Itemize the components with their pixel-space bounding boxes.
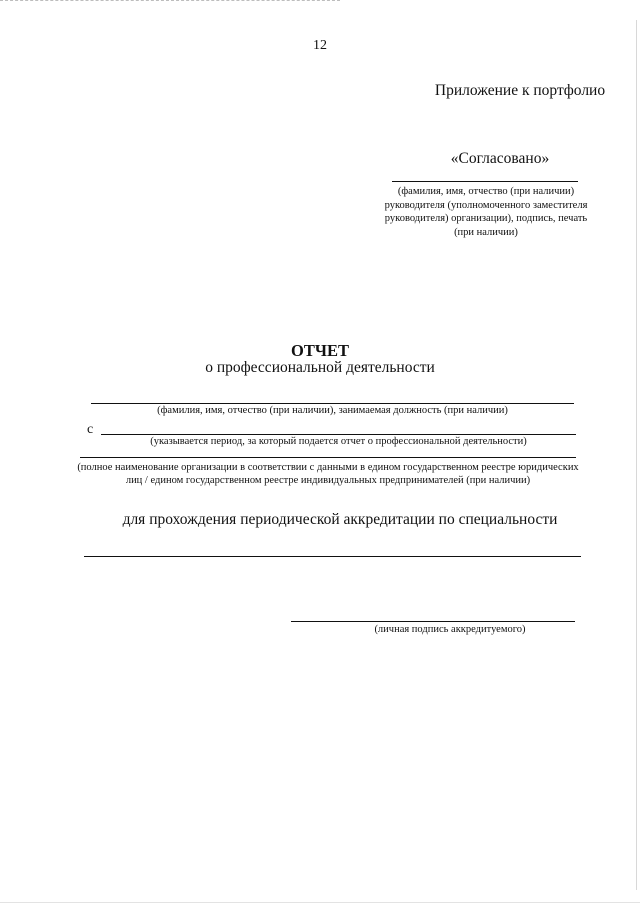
approver-caption-line: (фамилия, имя, отчество (при наличии) [397,186,575,197]
appendix-heading: Приложение к портфолио [434,82,606,99]
approver-caption-line: руководителя (уполномоченного заместителя [384,199,588,211]
specialty-line [84,556,581,557]
personal-signature-line [291,621,575,622]
personal-signature-caption: (личная подпись аккредитуемого) [374,624,526,635]
organization-caption-line: (полное наименование организации в соответствии с данными в едином государственном реестре юридических [77,462,579,473]
scan-edge-right [636,20,637,890]
period-line [101,434,576,435]
approver-signature-line [392,181,578,182]
organization-caption [60,461,596,487]
approver-caption-line: (при наличии) [454,226,518,238]
period-caption: (указывается период, за который подается отчет о профессиональной деятельности) [150,436,527,447]
scan-edge-bottom [0,902,640,903]
name-position-caption: (фамилия, имя, отчество (при наличии), занимаемая должность (при наличии) [157,405,508,416]
approver-caption-line: руководителя) организации), подпись, печать [384,213,588,224]
approval-heading: «Согласовано» [450,150,550,167]
period-prefix: с [87,422,94,437]
report-subtitle: о профессиональной деятельности [205,359,435,376]
scan-edge-top [0,0,340,1]
organization-line [80,457,576,458]
accreditation-statement: для прохождения периодической аккредитации по специальности [122,511,558,528]
approver-caption [382,185,590,239]
organization-caption-line: лиц / едином государственном реестре индивидуальных предпринимателей (при наличии) [125,475,531,486]
name-position-line [91,403,574,404]
page-number: 12 [313,38,327,53]
report-title: ОТЧЕТ [291,341,349,360]
